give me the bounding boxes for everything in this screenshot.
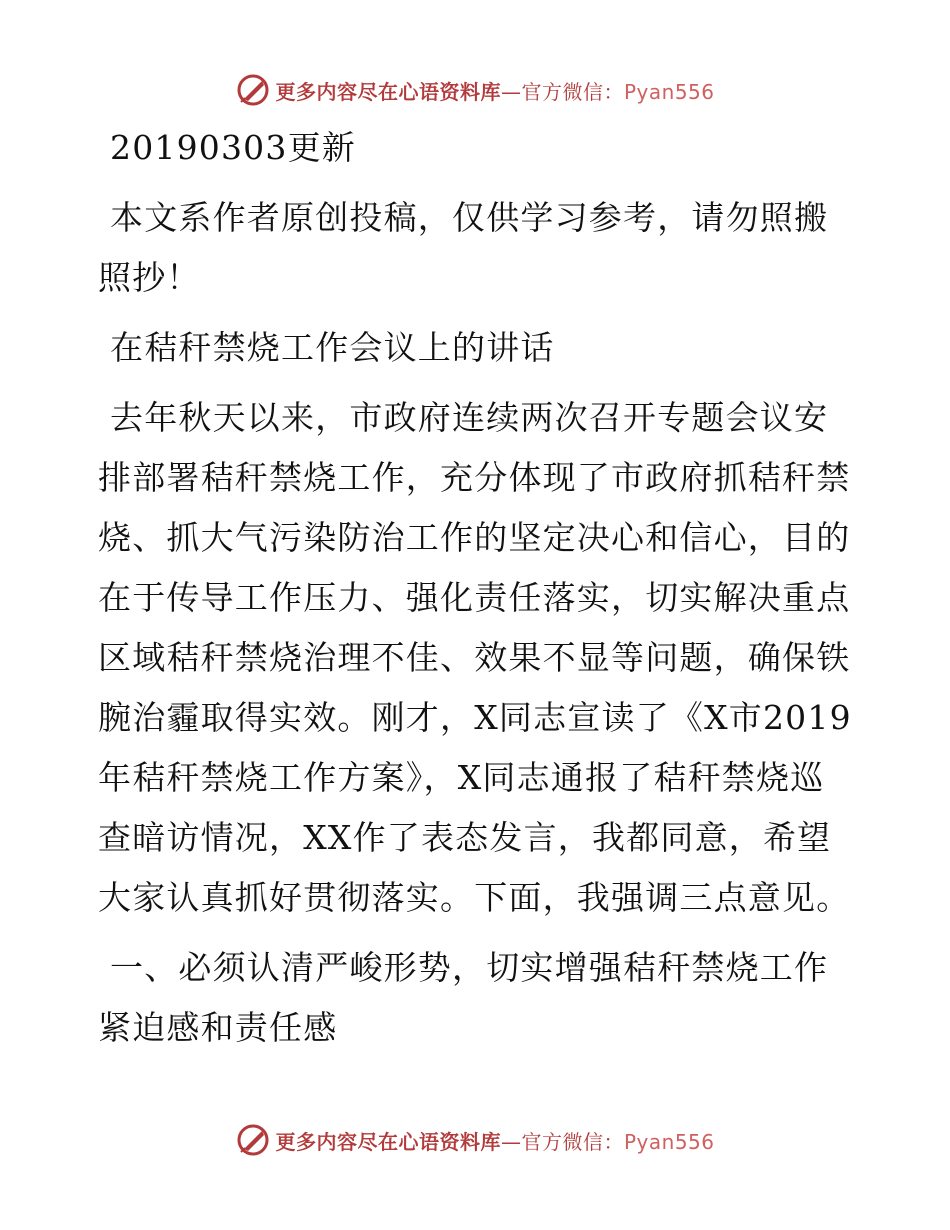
footer-dash: — xyxy=(500,1129,522,1154)
update-date: 20190303更新 xyxy=(110,128,356,167)
quill-pen-logo-icon xyxy=(235,1122,271,1158)
header-watermark-text xyxy=(275,76,714,105)
body-paragraph: 去年秋天以来，市政府连续两次召开专题会议安排部署秸秆禁烧工作，充分体现了市政府抓秸秆禁烧、抓大气污染防治工作的坚定决心和信心，目的在于传导工作压力、强化责任落实，切实解决重点区域秸秆禁烧治理不佳、效果不显等问题，确保铁腕治霾取得实效。刚才，X同志宣读了《X市2019年秸秆禁烧工作方案》，X同志通报了秸秆禁烧巡查暗访情况，XX作了表态发言，我都同意，希望大家认真抓好贯彻落实。下面，我强调三点意见。 xyxy=(98,398,852,917)
header-dash: — xyxy=(500,79,522,104)
originality-notice: 本文系作者原创投稿，仅供学习参考，请勿照搬照抄！ xyxy=(98,198,829,297)
footer-watermark xyxy=(0,1120,950,1160)
header-wechat-id: Pyan556 xyxy=(623,79,715,104)
footer-wechat-label: 官方微信： xyxy=(521,1129,624,1154)
quill-pen-logo-icon xyxy=(235,72,271,108)
header-wechat-label: 官方微信： xyxy=(521,79,624,104)
document-body xyxy=(98,118,858,1068)
footer-wechat-id: Pyan556 xyxy=(623,1129,715,1154)
footer-brand: 更多内容尽在心语资料库 xyxy=(275,1129,501,1154)
section-heading: 一、必须认清严峻形势，切实增强秸秆禁烧工作紧迫感和责任感 xyxy=(98,948,829,1047)
footer-watermark-text xyxy=(275,1126,714,1155)
speech-title: 在秸秆禁烧工作会议上的讲话 xyxy=(110,328,555,367)
header-brand: 更多内容尽在心语资料库 xyxy=(275,79,501,104)
header-watermark xyxy=(0,70,950,110)
